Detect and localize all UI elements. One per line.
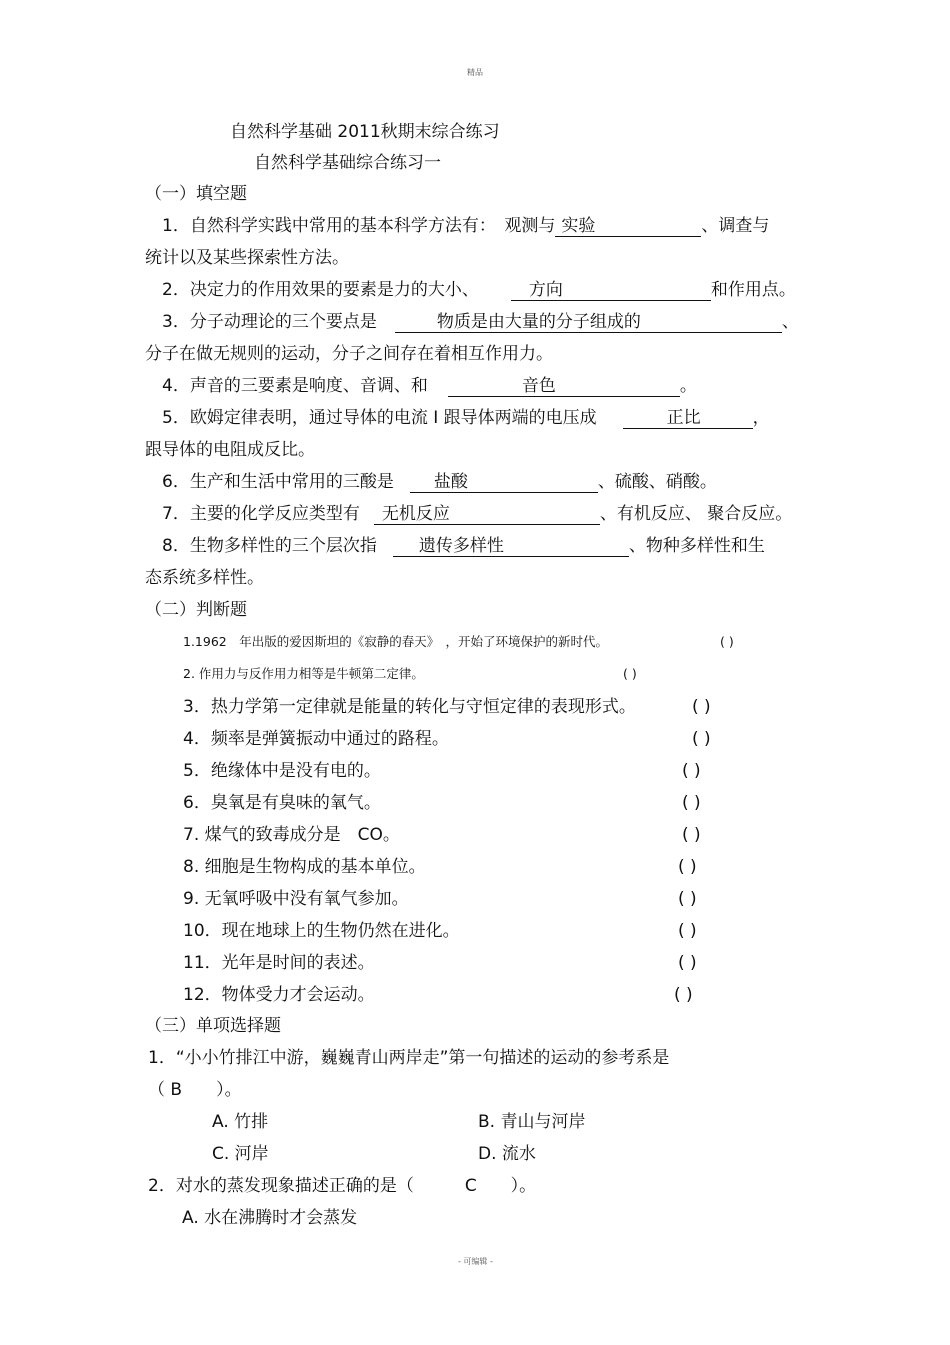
fill-question-5-cont: 跟导体的电阻成反比。 bbox=[145, 440, 315, 460]
answer-blank: 遗传多样性 bbox=[393, 536, 629, 557]
answer-blank: 物质是由大量的分子组成的 bbox=[395, 312, 782, 333]
section-true-false: （二）判断题 bbox=[145, 600, 247, 620]
judge-question-2: 2. 作用力与反作用力相等是牛顿第二定律。 bbox=[183, 666, 424, 681]
answer-paren: ( ) bbox=[678, 953, 697, 973]
option-d: D. 流水 bbox=[478, 1144, 536, 1164]
fill-question-6: 6．生产和生活中常用的三酸是 盐酸 、硫酸、硝酸。 bbox=[162, 472, 717, 492]
answer-blank: 盐酸 bbox=[410, 472, 598, 493]
judge-question-1: 1.1962 年出版的爱因斯坦的《寂静的春天》 ，开始了环境保护的新时代。 bbox=[183, 634, 608, 649]
judge-question-3: 3．热力学第一定律就是能量的转化与守恒定律的表现形式。 bbox=[183, 697, 636, 717]
section-fill-in: （一）填空题 bbox=[145, 184, 247, 204]
judge-question-8: 8. 细胞是生物构成的基本单位。 bbox=[183, 857, 426, 877]
answer-paren: ( ) bbox=[692, 729, 711, 749]
document-subtitle: 自然科学基础综合练习一 bbox=[254, 153, 441, 173]
answer-paren: ( ) bbox=[678, 921, 697, 941]
fill-question-1: 1．自然科学实践中常用的基本科学方法有： 观测与 实验 、调查与 bbox=[162, 216, 770, 236]
option-b: B. 青山与河岸 bbox=[478, 1112, 586, 1132]
judge-question-11: 11．光年是时间的表述。 bbox=[183, 953, 375, 973]
judge-question-7: 7. 煤气的致毒成分是 CO。 bbox=[183, 825, 400, 845]
answer-blank: 实验 bbox=[555, 216, 701, 237]
fill-question-4: 4．声音的三要素是响度、音调、和 音色 。 bbox=[162, 376, 697, 396]
fill-question-3-cont: 分子在做无规则的运动，分子之间存在着相互作用力。 bbox=[145, 344, 553, 364]
document-title: 自然科学基础 2011秋期末综合练习 bbox=[230, 122, 500, 142]
answer-blank: 音色 bbox=[448, 376, 680, 397]
option-c: C. 河岸 bbox=[212, 1144, 269, 1164]
answer-blank: 无机反应 bbox=[374, 504, 600, 525]
fill-question-5: 5．欧姆定律表明，通过导体的电流 I 跟导体两端的电压成 正比 ， bbox=[162, 408, 770, 428]
answer-paren: ( ) bbox=[623, 666, 637, 681]
fill-question-3: 3．分子动理论的三个要点是 物质是由大量的分子组成的 、 bbox=[162, 312, 799, 332]
option-a: A. 水在沸腾时才会蒸发 bbox=[182, 1208, 358, 1228]
fill-question-8-cont: 态系统多样性。 bbox=[145, 568, 264, 588]
answer-paren: ( ) bbox=[678, 889, 697, 909]
judge-question-4: 4．频率是弹簧振动中通过的路程。 bbox=[183, 729, 449, 749]
section-multiple-choice: （三）单项选择题 bbox=[145, 1016, 281, 1036]
choice-question-1-answer: （ B ）。 bbox=[148, 1080, 242, 1100]
judge-question-12: 12．物体受力才会运动。 bbox=[183, 985, 375, 1005]
fill-question-1-cont: 统计以及某些探索性方法。 bbox=[145, 248, 349, 268]
answer-paren: ( ) bbox=[682, 825, 701, 845]
judge-question-6: 6．臭氧是有臭味的氧气。 bbox=[183, 793, 381, 813]
judge-question-5: 5．绝缘体中是没有电的。 bbox=[183, 761, 381, 781]
judge-question-9: 9. 无氧呼吸中没有氧气参加。 bbox=[183, 889, 409, 909]
page-header: 精品 bbox=[467, 68, 483, 77]
answer-paren: ( ) bbox=[692, 697, 711, 717]
answer-paren: ( ) bbox=[678, 857, 697, 877]
answer-paren: ( ) bbox=[682, 793, 701, 813]
choice-question-1: 1．“小小竹排江中游，巍巍青山两岸走”第一句描述的运动的参考系是 bbox=[148, 1048, 670, 1068]
answer-paren: ( ) bbox=[674, 985, 693, 1005]
fill-question-8: 8．生物多样性的三个层次指 遗传多样性 、物种多样性和生 bbox=[162, 536, 765, 556]
judge-question-10: 10．现在地球上的生物仍然在进化。 bbox=[183, 921, 460, 941]
answer-paren: ( ) bbox=[682, 761, 701, 781]
fill-question-2: 2．决定力的作用效果的要素是力的大小、 方向 和作用点。 bbox=[162, 280, 796, 300]
choice-question-2: 2．对水的蒸发现象描述正确的是（ C ）。 bbox=[148, 1176, 537, 1196]
answer-blank: 方向 bbox=[511, 280, 711, 301]
page-footer: - 可编辑 - bbox=[458, 1257, 493, 1266]
fill-question-7: 7．主要的化学反应类型有 无机反应 、有机反应、 聚合反应。 bbox=[162, 504, 793, 524]
answer-paren: ( ) bbox=[720, 634, 734, 649]
answer-blank: 正比 bbox=[623, 408, 753, 429]
option-a: A. 竹排 bbox=[212, 1112, 269, 1132]
